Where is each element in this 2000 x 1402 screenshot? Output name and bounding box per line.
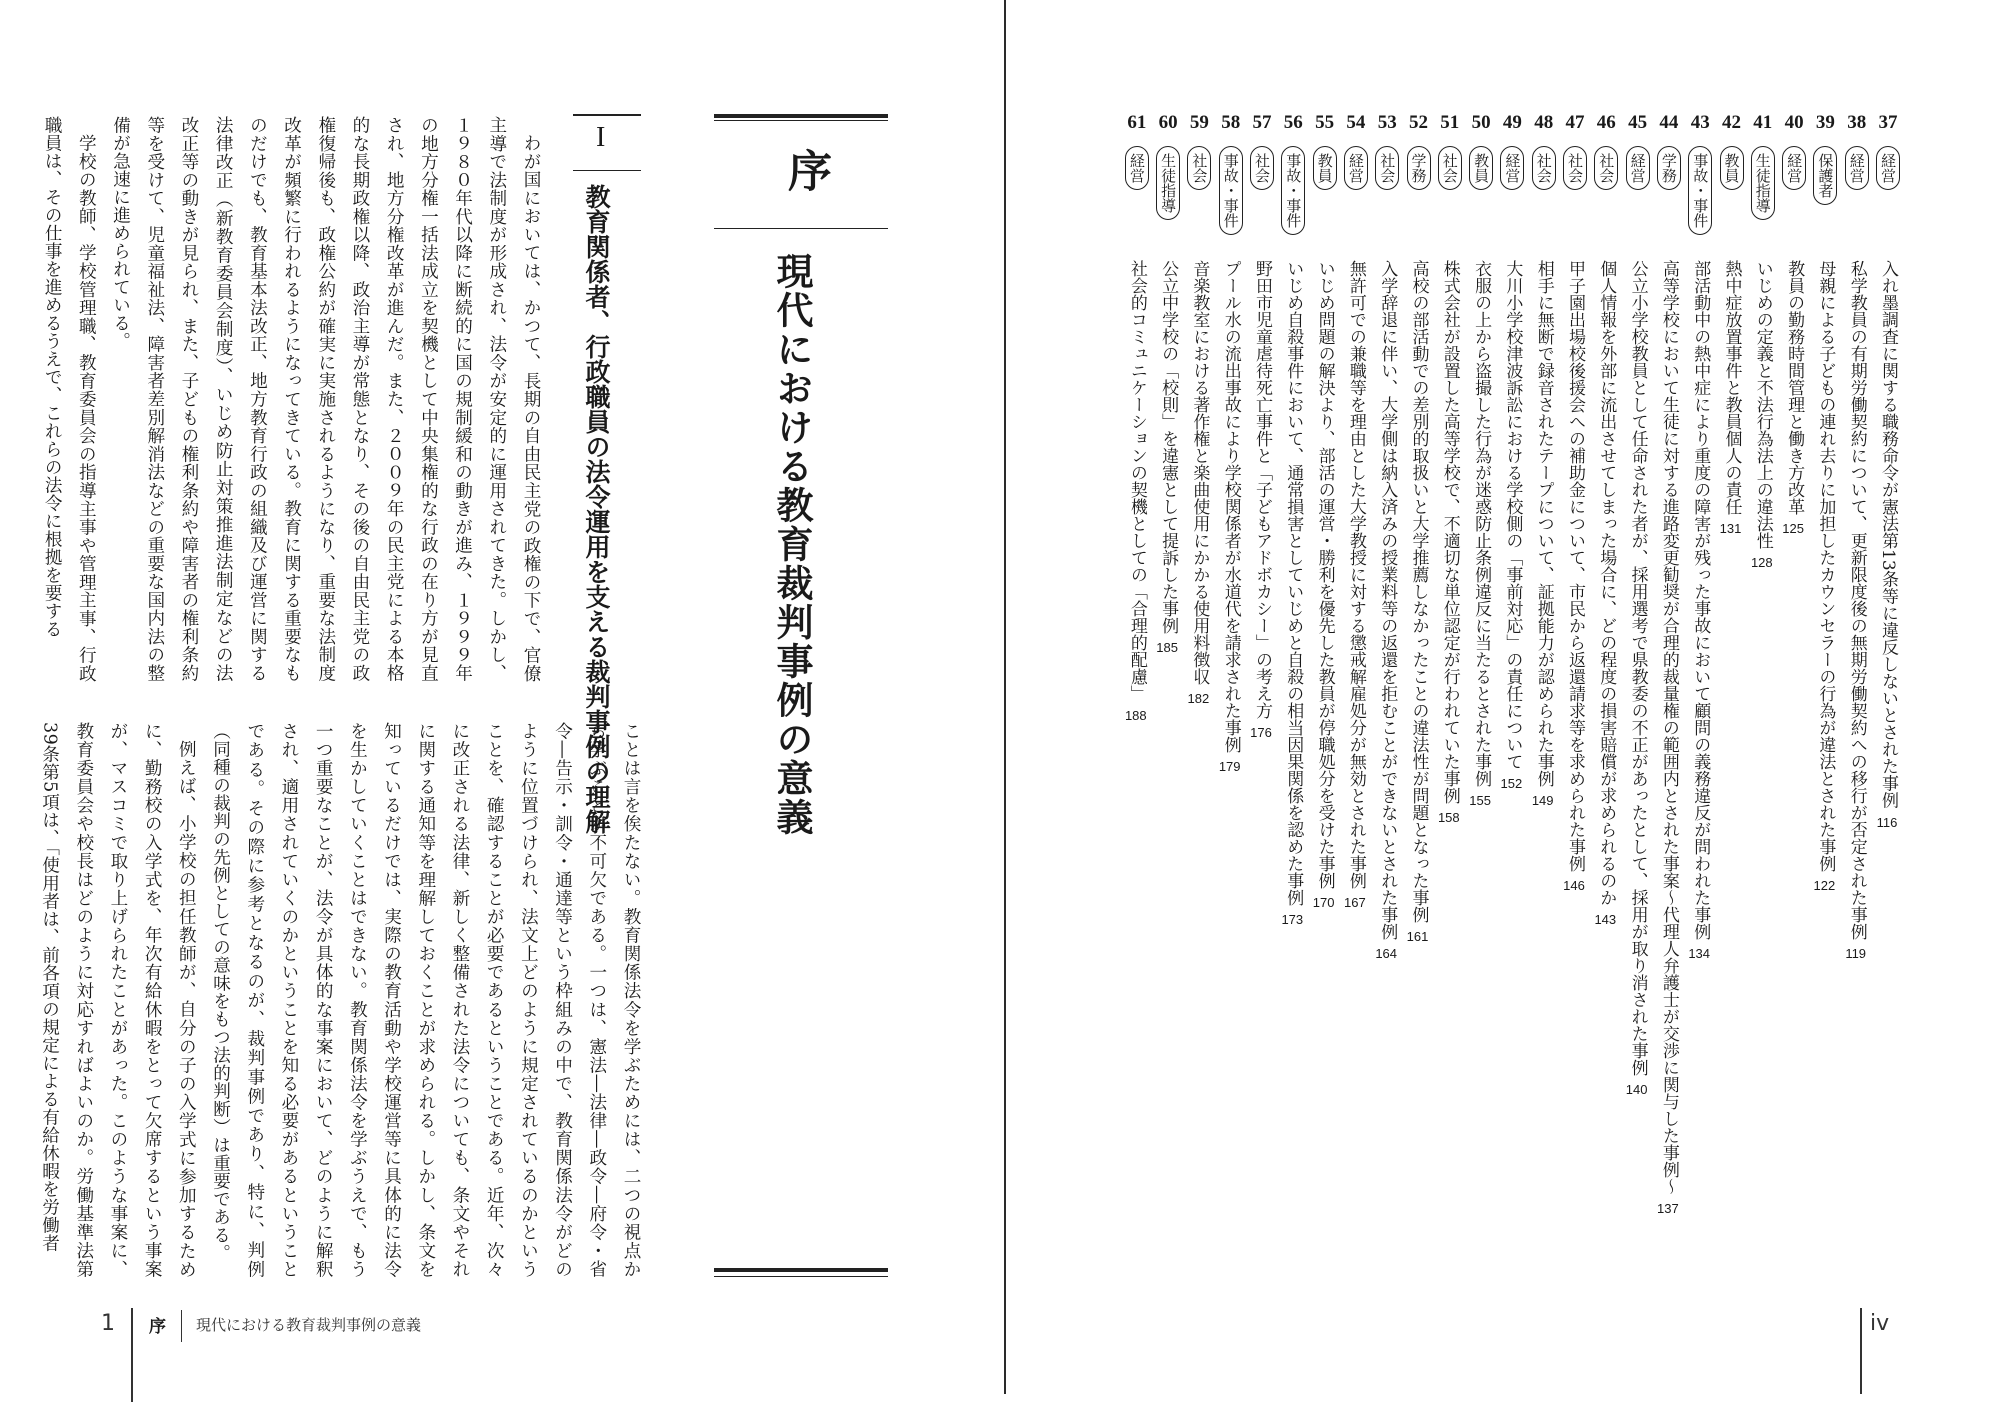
toc-entry-number: 41 <box>1753 112 1773 133</box>
toc-page-number: 146 <box>1563 878 1585 893</box>
toc-entry[interactable] <box>1277 112 1309 1262</box>
toc-entry-number: 57 <box>1252 112 1272 133</box>
toc-entry-title: 入れ墨調査に関する職務命令が憲法第13条等に違反しないとされた事例 <box>1878 260 1898 809</box>
toc-entry-number: 53 <box>1377 112 1397 133</box>
toc-entry-title: 甲子園出場校後援会への補助金について、市民から返還請求等を求められた事例 <box>1565 260 1585 872</box>
toc-category-badge: 経営 <box>1876 146 1900 190</box>
toc-page-number: 152 <box>1500 776 1523 791</box>
toc-category-badge: 生徒指導 <box>1751 146 1775 220</box>
toc-category-badge: 事故・事件 <box>1219 146 1243 235</box>
toc-entry-number: 40 <box>1784 112 1804 133</box>
section-rule-top <box>573 114 641 116</box>
toc-entry-number: 59 <box>1189 112 1209 133</box>
toc-page-number: 182 <box>1187 691 1210 706</box>
table-of-contents <box>1121 112 1904 1262</box>
toc-category-badge: 生徒指導 <box>1156 146 1180 220</box>
book-spine <box>1004 0 1006 1394</box>
toc-category-badge: 経営 <box>1344 146 1368 190</box>
body-text-bottom <box>39 722 648 1278</box>
toc-entry-title: 部活動中の熱中症により重度の障害が残った事故において顧問の義務違反が問われた事例 <box>1690 260 1711 940</box>
toc-category-badge: 社会 <box>1532 146 1556 190</box>
toc-entry[interactable] <box>1622 112 1654 1262</box>
toc-entry-title: いじめの定義と不法行為法上の違法性 <box>1752 260 1773 549</box>
toc-entry[interactable] <box>1121 112 1153 1262</box>
toc-entry-number: 45 <box>1628 112 1648 133</box>
toc-page-number: 158 <box>1437 810 1460 825</box>
toc-page-number: 131 <box>1719 521 1742 536</box>
toc-entry[interactable] <box>1215 112 1247 1262</box>
toc-entry-number: 61 <box>1127 112 1147 133</box>
section-number: I <box>596 122 606 153</box>
toc-entry-number: 46 <box>1596 112 1616 133</box>
paragraph: わが国においては、かつて、長期の自由民主党の政権の下で、官僚主導で法制度が形成され、法令が安定的に運用されてきた。しかし、１９８０年代以降に断続的に国の規制緩和の動きが進み、１９９９年の地方分権一括法成立を契機として中央集権的な行政の在り方が見直され、地方分権改革が進んだ。また、２００９年の民主党による本格的な長期政権以降、政治主導が常態となり、その後の自由民主党の政権復帰後も、政権公約が確実に実施されるようになり、重要な法制度改革が頻繁に行われるようになってきている。教育に関する重要なものだけでも、教育基本法改正、地方教育行政の組織及び運営に関する法律改正（新教育委員会制度）、いじめ防止対策推進法制定などの法改正等の動きが見られ、また、子どもの権利条約や障害者の権利条約等を受けて、児童福祉法、障害者差別解消法などの重要な国内法の整備が急速に進められている。 <box>110 116 541 682</box>
toc-entry-number: 50 <box>1471 112 1491 133</box>
toc-page-number: 125 <box>1782 521 1804 536</box>
paragraph: ことは言を俟たない。教育関係法令を学ぶためには、二つの視点から学ぶことが不可欠である。一つは、憲法―法律―政令―府令・省令―告示・訓令・通達等という枠組みの中で、教育関係法令がどのように位置づけられ、法文上どのように規定されているのかということを、確認することが必要であるということである。近年、次々に改正される法律、新しく整備された法令についても、条文やそれに関する通知等を理解しておくことが求められる。しかし、条文を知っているだけでは、実際の教育活動や学校運営等に具体的に法令を生かしていくことはできない。教育関係法令を学ぶうえで、もう一つ重要なことが、法令が具体的な事案において、どのように解釈され、適用されていくのかということを知る必要があるということである。その際に参考となるのが、裁判事例であり、特に、判例（同種の裁判の先例としての意味をもつ法的判断）は重要である。 <box>210 722 641 1278</box>
toc-entry-number: 49 <box>1502 112 1522 133</box>
chapter-title: 現代における教育裁判事例の意義 <box>770 252 814 837</box>
paragraph: 学校の教師、学校管理職、教育委員会の指導主事や管理主事、行政職員は、その仕事を進めるうえで、これらの法令に根拠を要する <box>42 116 97 682</box>
toc-entry-title: 個人情報を外部に流出させてしまった場合に、どの程度の損害賠償が求められるのか <box>1596 260 1617 906</box>
toc-category-badge: 社会 <box>1187 146 1211 190</box>
footer-chapter-mark: 序 <box>149 1317 166 1337</box>
toc-entry-number: 56 <box>1283 112 1303 133</box>
toc-entry-title: 入学辞退に伴い、大学側は納入済みの授業料等の返還を拒むことができないとされた事例 <box>1377 260 1398 940</box>
toc-entry[interactable] <box>1246 112 1278 1262</box>
toc-category-badge: 学務 <box>1407 146 1431 190</box>
toc-page-number: 167 <box>1344 895 1366 910</box>
toc-entry-title: 野田市児童虐待死亡事件と「子どもアドボカシー」の考え方 <box>1252 260 1272 719</box>
toc-page-number: 140 <box>1625 1082 1648 1097</box>
toc-entry-title: 高校の部活動での差別的取扱いと大学推薦しなかったことの違法性が問題となった事例 <box>1408 260 1429 923</box>
toc-entry-number: 44 <box>1659 112 1679 133</box>
toc-entry[interactable] <box>1434 112 1466 1262</box>
toc-page-number: 179 <box>1218 759 1241 774</box>
toc-page-number: 116 <box>1876 814 1898 830</box>
toc-entry-number: 39 <box>1815 112 1835 133</box>
toc-entry-title: 株式会社が設置した高等学校で、不適切な単位認定が行われていた事例 <box>1439 260 1460 804</box>
toc-category-badge: 経営 <box>1626 146 1650 190</box>
section-title: 教育関係者、行政職員の法令運用を支える裁判事例の理解 <box>582 184 611 834</box>
toc-category-badge: 学務 <box>1657 146 1681 190</box>
toc-entry-title: 高等学校において生徒に対する進路変更勧奨が合理的裁量権の範囲内とされた事案～代理人弁護士が交渉に関与した事例～ <box>1658 260 1679 1195</box>
toc-entry[interactable] <box>1403 112 1435 1262</box>
toc-page-number: 173 <box>1281 912 1304 927</box>
chapter-mark: 序 <box>780 148 831 192</box>
toc-entry[interactable] <box>1747 112 1779 1262</box>
toc-entry[interactable] <box>1653 112 1685 1262</box>
toc-entry[interactable] <box>1340 112 1372 1262</box>
toc-entry-title: いじめ自殺事件において、通常損害としていじめと自殺の相当因果関係を認めた事例 <box>1283 260 1304 906</box>
toc-entry[interactable] <box>1872 112 1904 1262</box>
toc-entry[interactable] <box>1841 112 1873 1262</box>
toc-category-badge: 教員 <box>1313 146 1337 190</box>
toc-category-badge: 事故・事件 <box>1688 146 1712 235</box>
footer-rule <box>131 1308 133 1402</box>
toc-entry[interactable] <box>1684 112 1716 1262</box>
toc-category-badge: 社会 <box>1563 146 1587 190</box>
toc-entry-number: 37 <box>1878 112 1898 133</box>
toc-page-number: 137 <box>1657 1201 1679 1216</box>
toc-category-badge: 教員 <box>1469 146 1493 190</box>
toc-entry[interactable] <box>1465 112 1497 1262</box>
toc-page-number: 164 <box>1375 946 1398 961</box>
toc-category-badge: 保護者 <box>1813 146 1837 205</box>
toc-page-number: 170 <box>1312 895 1335 910</box>
toc-entry-number: 54 <box>1346 112 1366 133</box>
toc-entry[interactable] <box>1152 112 1184 1262</box>
toc-entry-number: 43 <box>1690 112 1710 133</box>
toc-entry[interactable] <box>1496 112 1528 1262</box>
footer-rule-right <box>1860 1308 1862 1394</box>
footer-chapter-title: 現代における教育裁判事例の意義 <box>196 1316 422 1334</box>
toc-entry-number: 52 <box>1409 112 1428 133</box>
toc-page-number: 134 <box>1688 946 1711 961</box>
toc-page-number: 185 <box>1156 640 1178 655</box>
toc-entry[interactable] <box>1371 112 1403 1262</box>
page-number: 1 <box>101 1311 115 1336</box>
toc-category-badge: 経営 <box>1845 146 1869 190</box>
toc-entry-number: 47 <box>1565 112 1585 133</box>
toc-page-number: 155 <box>1469 793 1491 808</box>
toc-entry[interactable] <box>1590 112 1622 1262</box>
toc-entry-number: 48 <box>1534 112 1554 133</box>
section-rule-bottom <box>573 170 641 171</box>
toc-entry[interactable] <box>1716 112 1748 1262</box>
toc-entry-title: 熱中症放置事件と教員個人の責任 <box>1721 260 1742 515</box>
toc-entry[interactable] <box>1528 112 1560 1262</box>
toc-entry-number: 55 <box>1315 112 1335 133</box>
toc-page-number: 149 <box>1531 793 1554 808</box>
toc-category-badge: 教員 <box>1720 146 1744 190</box>
toc-entry-number: 58 <box>1221 112 1241 133</box>
toc-entry-title: 教員の勤務時間管理と働き方改革 <box>1784 260 1805 515</box>
toc-page-number: 161 <box>1406 929 1429 944</box>
toc-category-badge: 社会 <box>1438 146 1462 190</box>
toc-page-number: 128 <box>1750 555 1773 570</box>
toc-page-number: 122 <box>1813 878 1836 893</box>
chapter-rule-top-thin <box>714 120 888 121</box>
toc-entry[interactable] <box>1778 112 1810 1262</box>
toc-entry-number: 38 <box>1847 112 1867 133</box>
chapter-rule-middle <box>714 228 888 229</box>
toc-entry-number: 42 <box>1722 112 1741 133</box>
toc-entry-number: 51 <box>1440 112 1460 133</box>
footer-divider <box>181 1310 182 1342</box>
toc-page-number: 119 <box>1845 946 1867 961</box>
toc-entry[interactable] <box>1809 112 1841 1262</box>
toc-category-badge: 社会 <box>1594 146 1618 190</box>
toc-category-badge: 社会 <box>1250 146 1274 190</box>
toc-entry-title: 衣服の上から盗撮した行為が迷惑防止条例違反に当たるとされた事例 <box>1471 260 1492 787</box>
toc-entry-title: 無許可での兼職等を理由とした大学教授に対する懲戒解雇処分が無効とされた事例 <box>1345 260 1366 889</box>
chapter-rule-bottom <box>714 1268 888 1272</box>
toc-entry-number: 60 <box>1158 112 1178 133</box>
toc-entry-title: 大川小学校津波訴訟における学校側の「事前対応」の責任について <box>1502 260 1523 770</box>
toc-category-badge: 経営 <box>1500 146 1524 190</box>
toc-category-badge: 経営 <box>1782 146 1806 190</box>
toc-entry-title: いじめ問題の解決より、部活の運営・勝利を優先した教員が停職処分を受けた事例 <box>1314 260 1335 889</box>
toc-entry-title: 相手に無断で録音されたテープについて、証拠能力が認められた事例 <box>1533 260 1554 787</box>
toc-entry-title: 音楽教室における著作権と楽曲使用にかかる使用料徴収 <box>1189 260 1210 685</box>
toc-category-badge: 社会 <box>1375 146 1399 190</box>
toc-entry-title: 社会的コミュニケーションの契機としての「合理的配慮」 <box>1126 260 1147 702</box>
toc-entry-title: 公立小学校教員として任命された者が、採用選考で県教委の不正があったとして、採用が取り消された事例 <box>1627 260 1648 1076</box>
toc-category-badge: 事故・事件 <box>1281 146 1305 235</box>
page-number-right: iv <box>1870 1311 1890 1336</box>
toc-category-badge: 経営 <box>1125 146 1149 190</box>
toc-entry-title: プール水の流出事故により学校関係者が水道代を請求された事例 <box>1220 260 1241 753</box>
chapter-rule-bottom-thin <box>714 1276 888 1277</box>
toc-page-number: 188 <box>1124 708 1147 723</box>
toc-entry-title: 公立中学校の「校則」を違憲として提訴した事例 <box>1158 260 1179 634</box>
paragraph: 例えば、小学校の担任教師が、自分の子の入学式に参加するために、勤務校の入学式を、年次有給休暇をとって欠席するという事案が、マスコミで取り上げられたことがあった。このような事案に、教育委員会や校長はどのように対応すればよいのか。労働基準法第39条第5項は、「使用者は、前各項の規定による有給休暇を労働者 <box>39 722 197 1278</box>
chapter-rule-top <box>714 114 888 118</box>
toc-entry[interactable] <box>1559 112 1591 1262</box>
toc-entry-title: 私学教員の有期労働契約について、更新限度後の無期労働契約への移行が否定された事例 <box>1846 260 1867 940</box>
toc-page-number: 176 <box>1250 725 1272 740</box>
toc-entry-title: 母親による子どもの連れ去りに加担したカウンセラーの行為が違法とされた事例 <box>1815 260 1836 872</box>
toc-page-number: 143 <box>1594 912 1617 927</box>
body-text-top <box>42 116 548 682</box>
toc-entry[interactable] <box>1183 112 1215 1262</box>
toc-entry[interactable] <box>1309 112 1341 1262</box>
